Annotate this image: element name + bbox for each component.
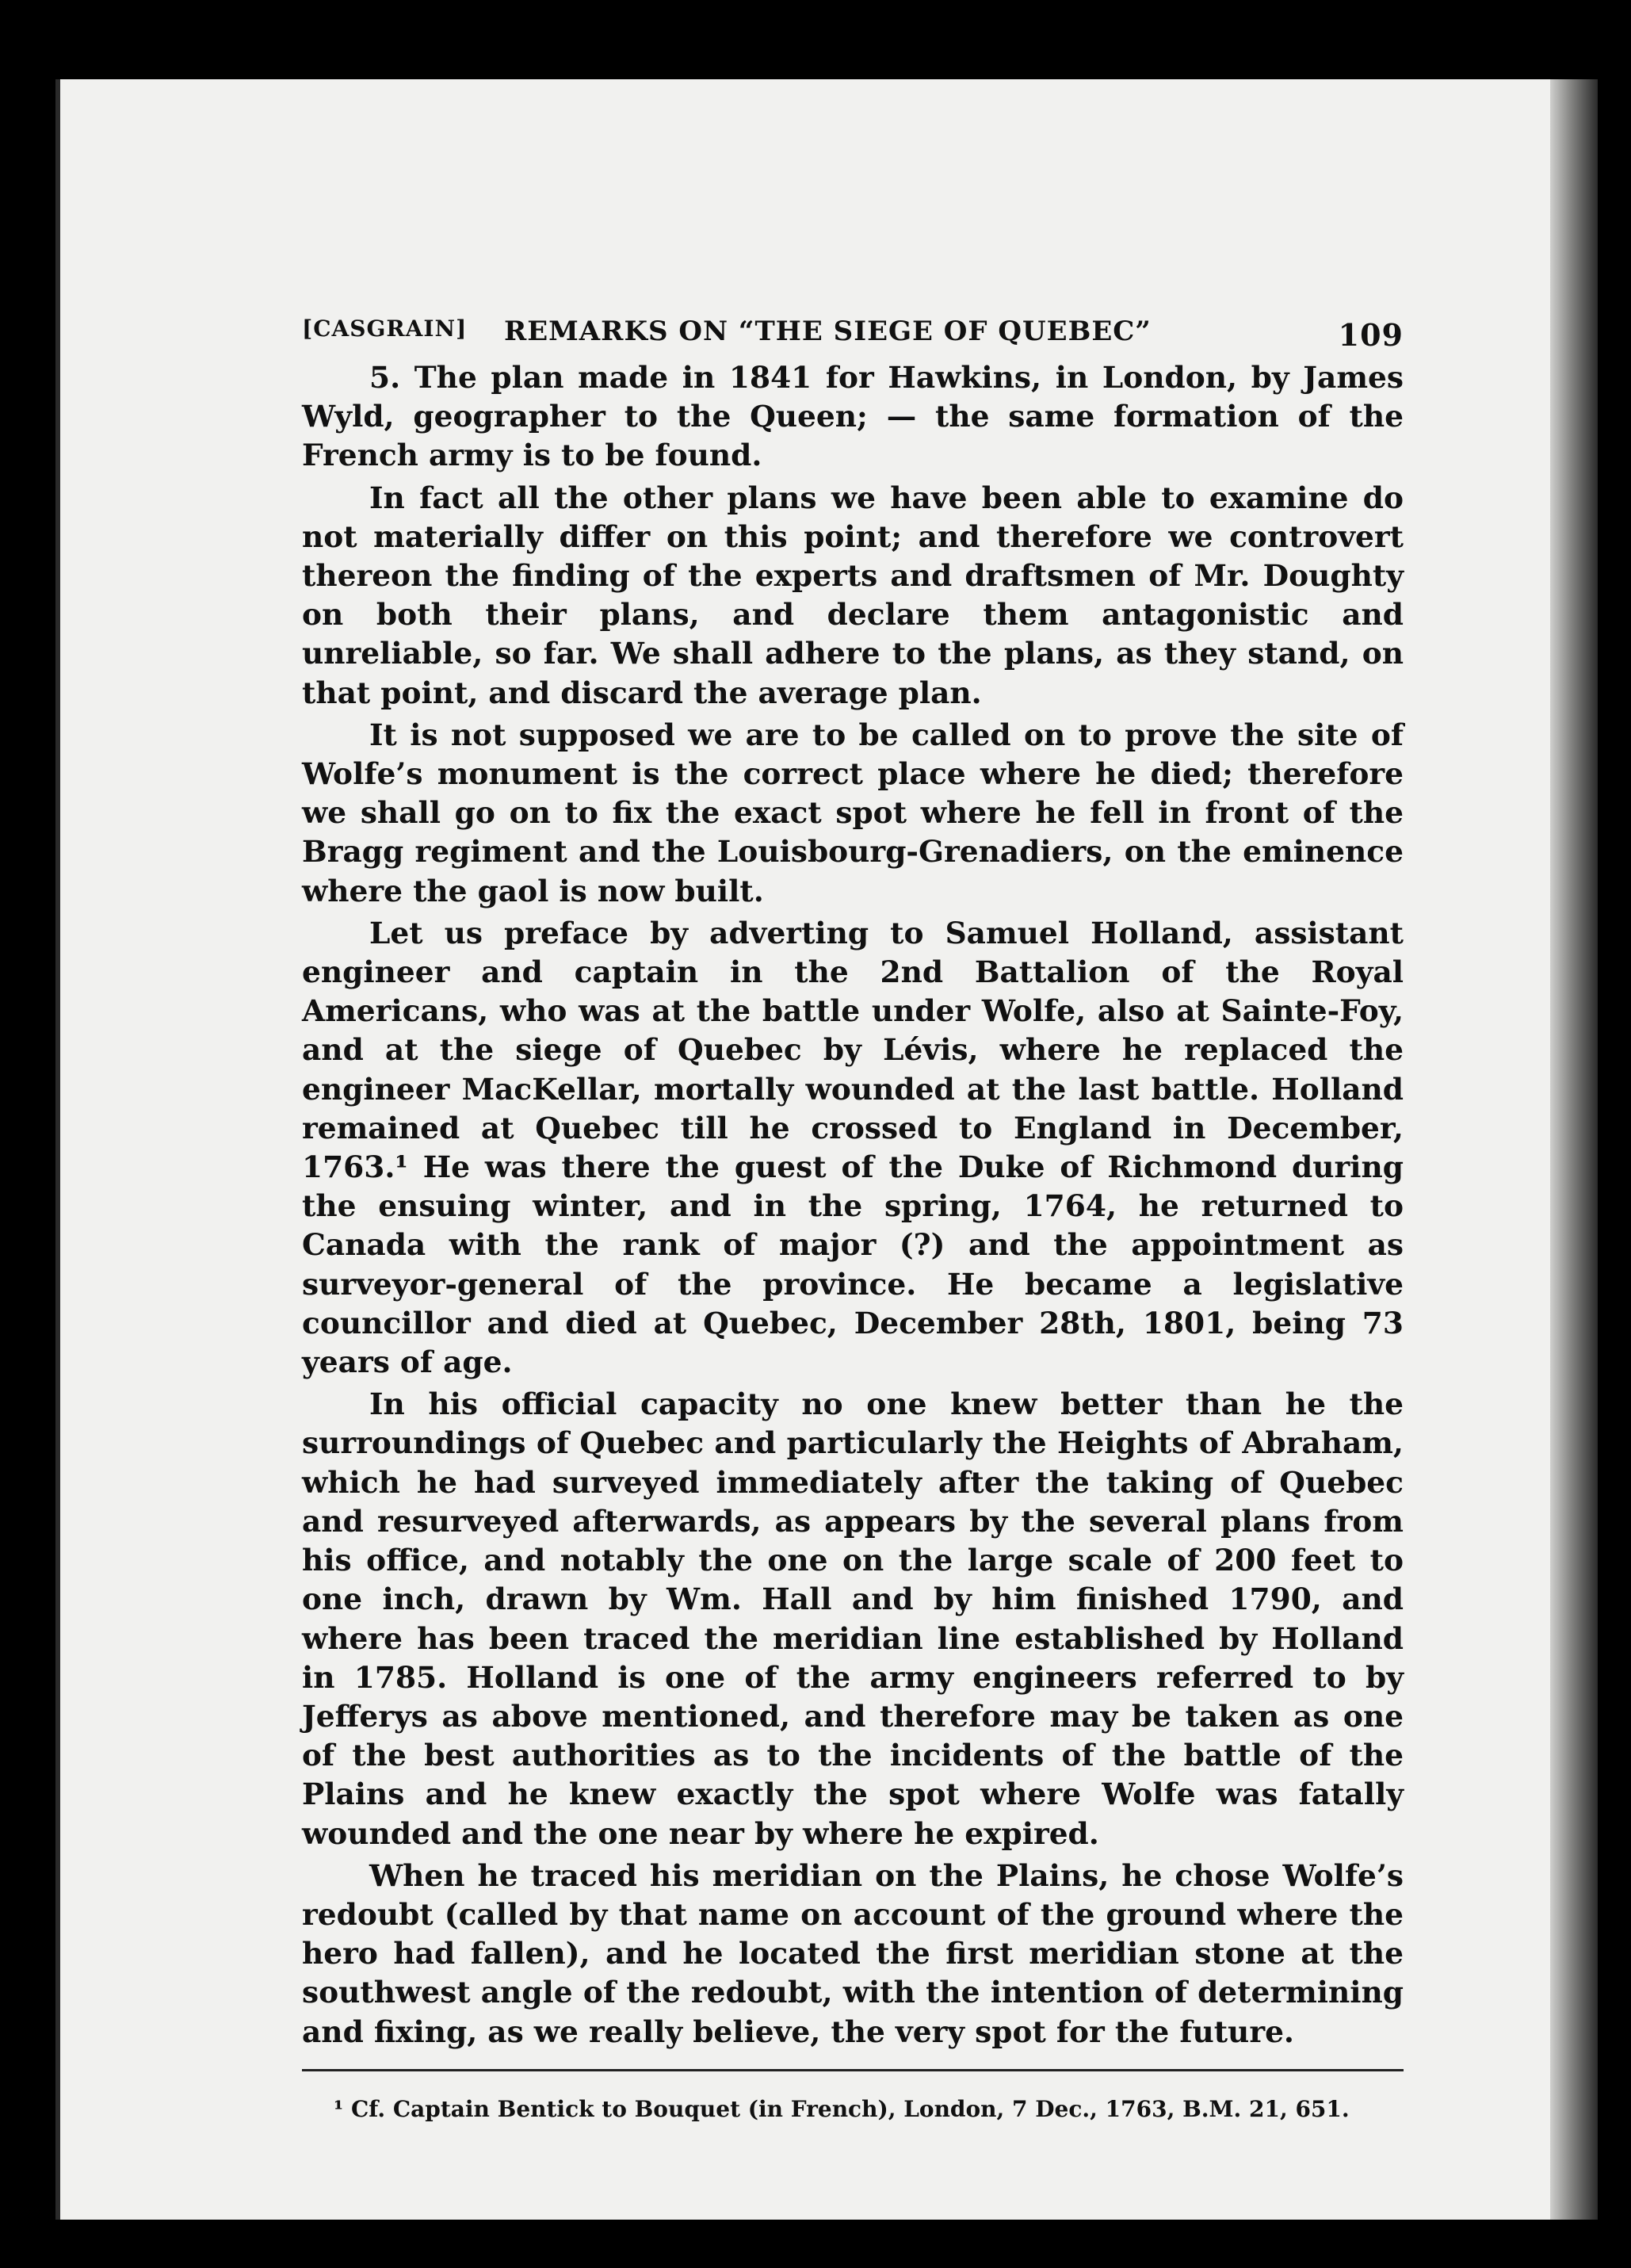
footnote-rule bbox=[302, 2069, 1404, 2071]
paragraph-3: It is not supposed we are to be called on to prove the site of Wolfe’s monument is the correct place where he died; therefore we shall go on to fix the exact spot where he fell in front of the Bragg regiment and the Louisbourg-Grenadiers, on the eminence where the gaol is now built. bbox=[302, 717, 1404, 908]
paragraph-2: In fact all the other plans we have been able to examine do not materially differ on this point; and therefore we controvert thereon the finding of the experts and draftsmen of Mr. Doughty on both their plans, and declare them antagonistic and unreliable, so far. We shall adhere to the plans, as they stand, on that point, and discard the average plan. bbox=[302, 480, 1404, 710]
author-tag: [CASGRAIN] bbox=[302, 316, 468, 342]
text-block bbox=[302, 309, 1404, 2148]
running-title: REMARKS ON “THE SIEGE OF QUEBEC” bbox=[504, 316, 1152, 347]
page-number: 109 bbox=[1338, 317, 1404, 353]
paragraph-4: Let us preface by adverting to Samuel Holland, assistant engineer and captain in the 2nd Battalion of the Royal Americans, who was at the battle under Wolfe, also at Sainte-Foy, and at the siege of Quebec by Lévis, where he replaced the engineer MacKellar, mortally wounded at the last battle. Holland remained at Quebec till he crossed to England in December, 1763.¹ He was there the guest of the Duke of Richmond during the ensuing winter, and in the spring, 1764, he returned to Canada with the rank of major (?) and the appointment as surveyor-general of the province. He became a legislative councillor and died at Quebec, December 28th, 1801, being 73 years of age. bbox=[302, 915, 1404, 1380]
paragraph-5: In his official capacity no one knew better than he the surroundings of Quebec and particularly the Heights of Abraham, which he had surveyed immediately after the taking of Quebec and resurveyed afterwards, as appears by the several plans from his office, and notably the one on the large scale of 200 feet to one inch, drawn by Wm. Hall and by him finished 1790, and where has been traced the meridian line established by Holland in 1785. Holland is one of the army engineers referred to by Jefferys as above mentioned, and therefore may be taken as one of the best authorities as to the incidents of the battle of the Plains and he knew exactly the spot where Wolfe was fatally wounded and the one near by where he expired. bbox=[302, 1386, 1404, 1851]
page-edge-shadow bbox=[1550, 79, 1598, 2220]
paragraph-1: 5. The plan made in 1841 for Hawkins, in London, by James Wyld, geographer to the Queen; — the same formation of the French army is to be found. bbox=[302, 360, 1404, 473]
footnote: ¹ Cf. Captain Bentick to Bouquet (in French), London, 7 Dec., 1763, B.M. 21, 651. bbox=[334, 2095, 1350, 2122]
running-head bbox=[302, 309, 1404, 354]
book-page bbox=[55, 79, 1598, 2220]
paragraph-6: When he traced his meridian on the Plains, he chose Wolfe’s redoubt (called by that name on account of the ground where the hero had fallen), and he located the first meridian stone at the southwest angle of the redoubt, with the intention of determining and fixing, as we really believe, the very spot for the future. bbox=[302, 1857, 1404, 2049]
